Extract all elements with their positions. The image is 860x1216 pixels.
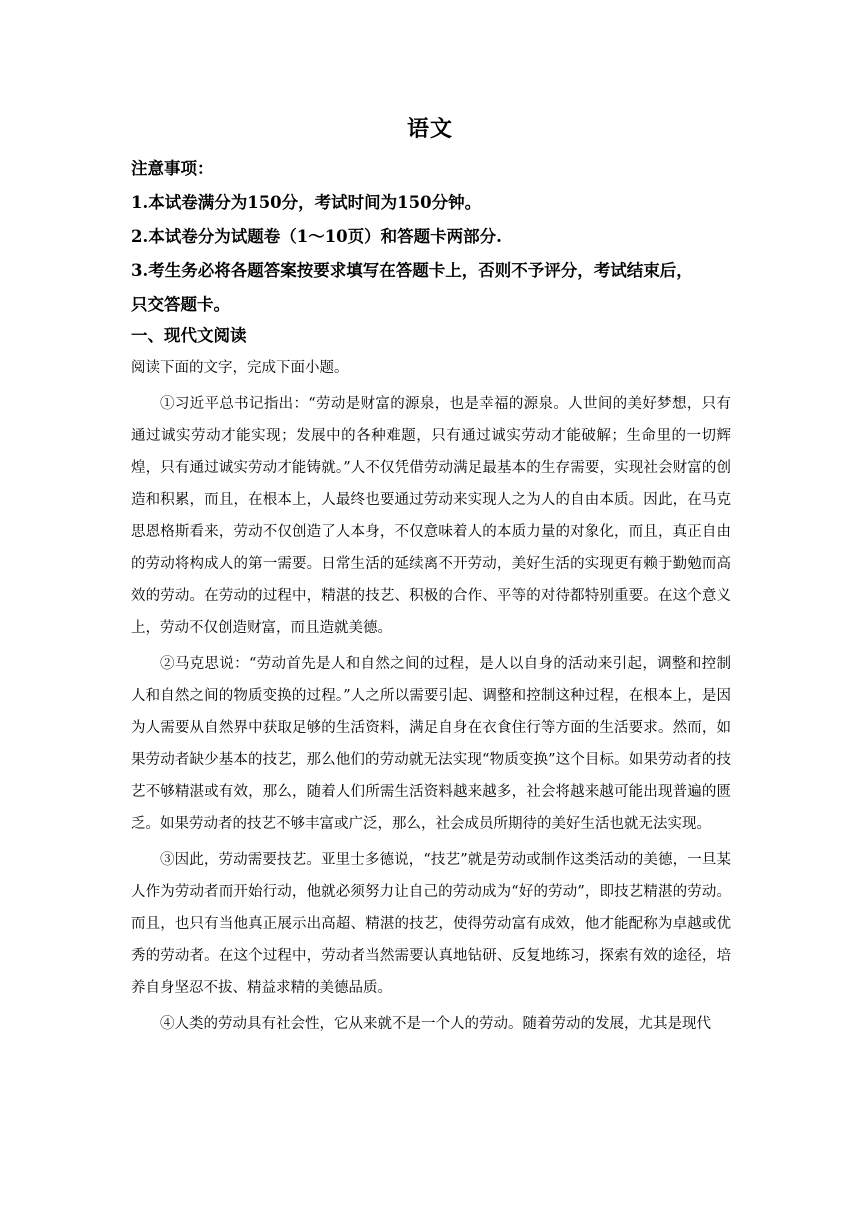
- passage-paragraph: ④人类的劳动具有社会性，它从来就不是一个人的劳动。随着劳动的发展，尤其是现代: [160, 1016, 711, 1032]
- notice-item: 1.本试卷满分为150分，考试时间为150分钟。: [131, 193, 482, 212]
- notice-heading: 注意事项：: [131, 159, 214, 178]
- passage-paragraph: ②马克思说：“劳动首先是人和自然之间的过程，是人以自身的活动来引起，调整和控制人和自然之间的物质变换的过程。”人之所以需要引起、调整和控制这种过程，在根本上，是因为人需要从自然界中获取足够的生活资料，满足自身在衣食住行等方面的生活要求。然而，如果劳动者缺少基本的技艺，那么他们的劳动就无法实现“物质变换”这个目标。如果劳动者的技艺不够精湛或有效，那么，随着人们所需生活资料越来越多，社会将越来越可能出现普遍的匮乏。如果劳动者的技艺不够丰富或广泛，那么，社会成员所期待的美好生活也就无法实现。: [131, 656, 731, 832]
- page-title: 语文: [406, 116, 453, 142]
- reading-instruction: 阅读下面的文字，完成下面小题。: [131, 360, 349, 376]
- notice-item: 3.考生务必将各题答案按要求填写在答题卡上，否则不予评分，考试结束后，: [131, 261, 693, 280]
- notice-item: 2.本试卷分为试题卷（1～10页）和答题卡两部分.: [131, 227, 502, 246]
- passage-paragraph: ③因此，劳动需要技艺。亚里士多德说，“技艺”就是劳动或制作这类活动的美德，一旦某人作为劳动者而开始行动，他就必须努力让自己的劳动成为“好的劳动”，即技艺精湛的劳动。而且，也只有当他真正展示出高超、精湛的技艺，使得劳动富有成效，他才能配称为卓越或优秀的劳动者。在这个过程中，劳动者当然需要认真地钻研、反复地练习，探索有效的途径，培养自身坚忍不拔、精益求精的美德品质。: [131, 852, 731, 996]
- reading-passage: [131, 388, 731, 1044]
- notice-item: 只交答题卡。: [131, 295, 230, 314]
- passage-paragraph: ①习近平总书记指出：“劳动是财富的源泉，也是幸福的源泉。人世间的美好梦想，只有通过诚实劳动才能实现；发展中的各种难题，只有通过诚实劳动才能破解；生命里的一切辉煌，只有通过诚实劳动才能铸就。”人不仅凭借劳动满足最基本的生存需要，实现社会财富的创造和积累，而且，在根本上，人最终也要通过劳动来实现人之为人的自由本质。因此，在马克思恩格斯看来，劳动不仅创造了人本身，不仅意味着人的本质力量的对象化，而且，真正自由的劳动将构成人的第一需要。日常生活的延续离不开劳动，美好生活的实现更有赖于勤勉而高效的劳动。在劳动的过程中，精湛的技艺、积极的合作、平等的对待都特别重要。在这个意义上，劳动不仅创造财富，而且造就美德。: [131, 396, 731, 636]
- notice-block: [131, 152, 731, 322]
- section-heading: 一、现代文阅读: [131, 326, 247, 345]
